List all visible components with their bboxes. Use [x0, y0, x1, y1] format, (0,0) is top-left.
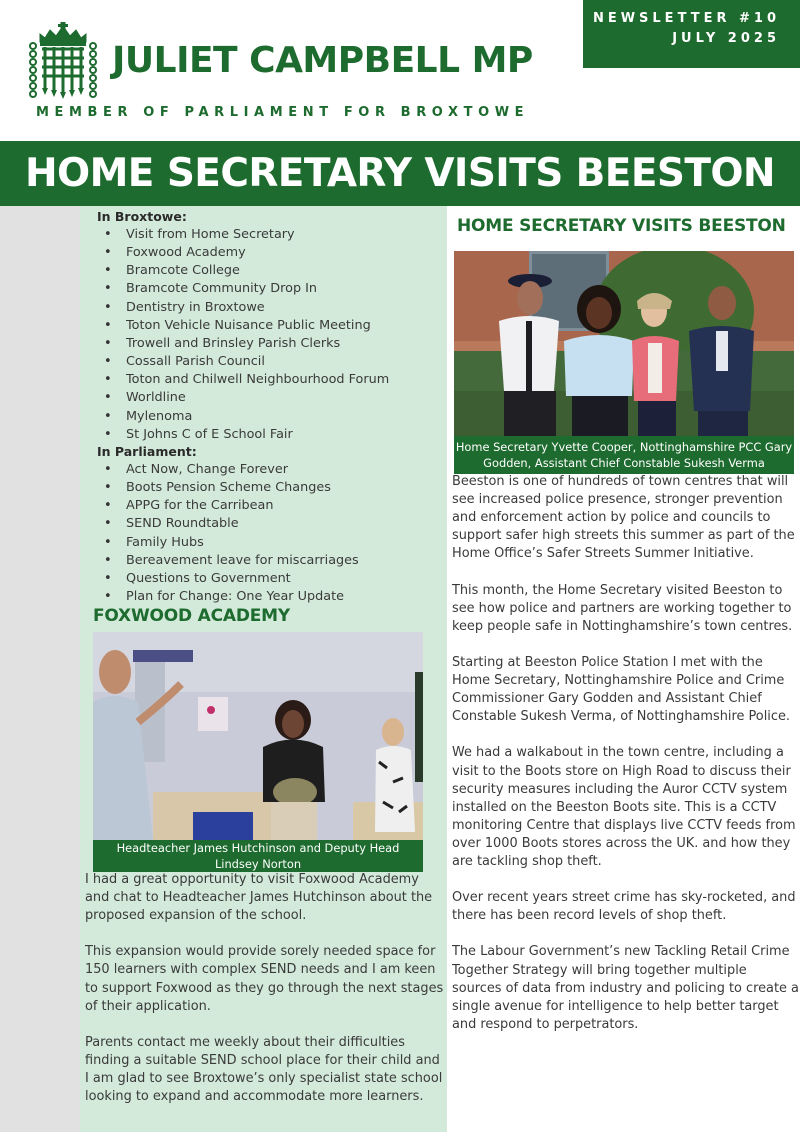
- broxtowe-list-item-label: Cossall Parish Council: [126, 354, 265, 370]
- parliament-list-item-label: Boots Pension Scheme Changes: [126, 480, 331, 496]
- home-secretary-group-image: [454, 251, 794, 438]
- foxwood-heading: FOXWOOD ACADEMY: [93, 606, 290, 626]
- broxtowe-list-item: [104, 389, 389, 407]
- left-column: [80, 206, 447, 1132]
- newsletter-header: [0, 0, 800, 140]
- home-secretary-paragraph: The Labour Government’s new Tackling Retail Crime Together Strategy will bring together multiple sources of data from industry and policing to create a single avenue for intelligence to help better target and respond to perpetrators.: [452, 944, 799, 1032]
- foxwood-paragraph: I had a great opportunity to visit Foxwood Academy and chat to Headteacher James Hutchinson about the proposed expansion of the school.: [85, 872, 433, 924]
- home-secretary-paragraph: We had a walkabout in the town centre, including a visit to the Boots store on High Road to discuss their security measures including the Auror CCTV system installed on the Beeston Boots site. This is a CCTV monitoring Centre that displays live CCTV feeds from over 1000 Boots stores across the UK. and how they are tackling shop theft.: [452, 745, 796, 869]
- broxtowe-list-item-label: Toton Vehicle Nuisance Public Meeting: [126, 317, 371, 333]
- broxtowe-list-item-label: Foxwood Academy: [126, 245, 246, 261]
- broxtowe-list-item-label: Visit from Home Secretary: [126, 227, 295, 242]
- parliament-list-item-label: Questions to Government: [126, 570, 291, 586]
- parliament-list-item: [104, 552, 359, 570]
- home-secretary-paragraph: Beeston is one of hundreds of town centres that will see increased police presence, stronger prevention and enforcement action by police and councils to support safer high streets this summer as part of the Home Office’s Safer Streets Summer Initiative.: [452, 474, 795, 562]
- parliament-list-item: [104, 534, 359, 552]
- parliament-list-item-label: Bereavement leave for miscarriages: [126, 552, 359, 568]
- parliament-label: In Parliament:: [97, 444, 197, 459]
- home-secretary-photo-caption: Home Secretary Yvette Cooper, Nottinghamshire PCC Gary Godden, Assistant Chief Constable Sukesh Verma: [454, 436, 794, 474]
- parliament-list-item-label: Family Hubs: [126, 534, 204, 550]
- foxwood-photo-caption: Headteacher James Hutchinson and Deputy Head Lindsey Norton: [93, 840, 423, 872]
- broxtowe-list: [104, 226, 389, 444]
- broxtowe-list-item-label: Dentistry in Broxtowe: [126, 299, 265, 315]
- parliament-list-item: [104, 461, 359, 479]
- broxtowe-list-item: [104, 317, 389, 335]
- parliament-list-item-label: Plan for Change: One Year Update: [126, 589, 344, 605]
- mp-name: JULIET CAMPBELL MP: [112, 40, 533, 81]
- parliament-list-item: [104, 515, 359, 533]
- left-margin-strip: [0, 206, 80, 1132]
- parliament-list-item: [104, 497, 359, 515]
- foxwood-classroom-image: [93, 632, 423, 840]
- broxtowe-list-item-label: Worldline: [126, 390, 186, 406]
- foxwood-article-body: [85, 871, 445, 1124]
- broxtowe-list-item: [104, 262, 389, 280]
- parliament-list: [104, 461, 359, 606]
- broxtowe-list-item: [104, 408, 389, 426]
- home-secretary-paragraph: This month, the Home Secretary visited Beeston to see how police and partners are working together to keep people safe in Nottinghamshire’s town centres.: [452, 582, 793, 634]
- broxtowe-list-item-label: Bramcote Community Drop In: [126, 281, 318, 297]
- home-secretary-photo: [454, 251, 794, 438]
- home-secretary-heading: HOME SECRETARY VISITS BEESTON: [457, 216, 786, 236]
- parliament-list-item-label: SEND Roundtable: [126, 516, 239, 532]
- newsletter-number: NEWSLETTER #10: [592, 11, 780, 26]
- parliament-list-item-label: APPG for the Carribean: [126, 498, 274, 514]
- foxwood-paragraph: Parents contact me weekly about their difficulties finding a suitable SEND school place for their child and I am glad to see Broxtowe’s only specialist state school looking to expand and accommodate more learners.: [85, 1034, 443, 1105]
- broxtowe-list-item: [104, 244, 389, 262]
- broxtowe-list-item: [104, 426, 389, 444]
- foxwood-paragraph: This expansion would provide sorely needed space for 150 learners with complex SEND needs and I am keen to support Foxwood as they go through the next stages of their application.: [85, 944, 444, 1014]
- parliament-list-item-label: Act Now, Change Forever: [126, 462, 289, 477]
- parliament-list-item: [104, 570, 359, 588]
- home-secretary-paragraph: Starting at Beeston Police Station I met with the Home Secretary, Nottinghamshire Police and Crime Commissioner Gary Godden and Assistant Chief Constable Sukesh Verma, of Nottinghamshire Police.: [452, 654, 790, 725]
- broxtowe-list-item: [104, 371, 389, 389]
- parliament-list-item: [104, 588, 359, 606]
- constituency-subtitle: MEMBER OF PARLIAMENT FOR BROXTOWE: [36, 105, 530, 120]
- main-banner-title: HOME SECRETARY VISITS BEESTON: [0, 139, 800, 206]
- foxwood-photo: [93, 632, 423, 840]
- broxtowe-list-item: [104, 299, 389, 317]
- broxtowe-list-item-label: Trowell and Brinsley Parish Clerks: [126, 335, 341, 351]
- broxtowe-list-item: [104, 280, 389, 298]
- newsletter-date: JULY 2025: [672, 31, 780, 46]
- newsletter-badge: [583, 0, 800, 68]
- broxtowe-list-item: [104, 353, 389, 371]
- broxtowe-list-item: [104, 226, 389, 244]
- broxtowe-list-item-label: Toton and Chilwell Neighbourhood Forum: [126, 372, 390, 388]
- home-secretary-paragraph: Over recent years street crime has sky-rocketed, and there has been record levels of shop theft.: [452, 890, 796, 924]
- home-secretary-article-body: [452, 473, 800, 1052]
- broxtowe-label: In Broxtowe:: [97, 209, 187, 224]
- portcullis-crown-icon: [28, 22, 98, 100]
- broxtowe-list-item-label: Bramcote College: [126, 263, 240, 279]
- broxtowe-list-item-label: St Johns C of E School Fair: [126, 426, 293, 442]
- broxtowe-list-item-label: Mylenoma: [126, 408, 193, 424]
- broxtowe-list-item: [104, 335, 389, 353]
- parliament-list-item: [104, 479, 359, 497]
- right-column: [447, 206, 800, 1132]
